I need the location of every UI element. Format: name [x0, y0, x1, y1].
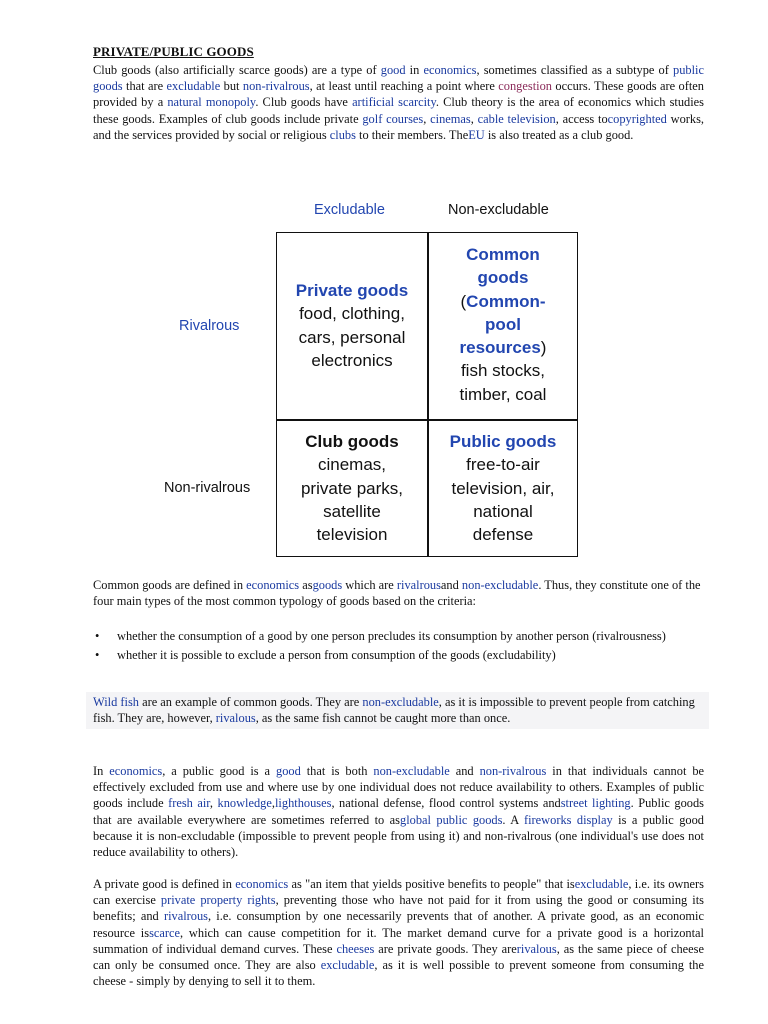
- hyperlink[interactable]: scarce: [149, 925, 181, 940]
- cell-line: television: [316, 525, 388, 545]
- text-run: Club goods (also artificially scarce goods) are a type of: [93, 63, 381, 77]
- hyperlink[interactable]: excludable: [166, 79, 221, 94]
- text-run: to their members. The: [355, 127, 469, 142]
- hyperlink[interactable]: artificial scarcity: [352, 95, 436, 110]
- list-item: • whether the consumption of a good by one person precludes its consumption by another person (rivalrousness): [93, 628, 704, 644]
- hyperlink[interactable]: cable television: [477, 111, 556, 126]
- hyperlink[interactable]: clubs: [329, 127, 356, 142]
- text-run: In: [93, 764, 110, 778]
- text-run: , at least until reaching a point where: [309, 79, 499, 94]
- cell-heading: pool: [485, 314, 521, 334]
- text-run: Common goods are defined in: [93, 578, 247, 592]
- text-run: . Club theory is the area of economics which studies these goods. Examples of club goods include private: [93, 95, 704, 126]
- hyperlink[interactable]: EU: [468, 127, 485, 142]
- hyperlink[interactable]: non-rivalrous: [479, 764, 547, 778]
- hyperlink[interactable]: public goods: [93, 63, 704, 94]
- hyperlink[interactable]: rivalrous: [396, 578, 441, 592]
- cell-line: national: [473, 501, 533, 521]
- text-run: ,: [209, 796, 218, 811]
- hyperlink[interactable]: non-excludable: [373, 764, 450, 778]
- cell-line: defense: [472, 525, 534, 545]
- hyperlink[interactable]: private property rights: [160, 893, 276, 908]
- hyperlink[interactable]: rivalous: [516, 941, 557, 956]
- hyperlink[interactable]: fireworks display: [523, 812, 613, 827]
- row-label-non-rivalrous: Non-rivalrous: [164, 480, 251, 496]
- open-paren: (: [460, 291, 467, 311]
- text-run: works, and the services provided by social or religious: [93, 111, 705, 142]
- text-run: ,: [423, 111, 431, 126]
- text-run: , which can cause competition for it. The market demand curve for a private good is a horizontal summation of individual demand curves. These: [93, 925, 704, 956]
- hyperlink[interactable]: street lighting: [560, 796, 631, 811]
- text-run: are private goods. They are: [374, 941, 517, 956]
- cell-line: private parks,: [300, 478, 404, 498]
- text-run: , national defense, flood control systems and: [331, 796, 561, 811]
- cell-heading: Common: [466, 245, 540, 264]
- close-paren: ): [540, 338, 547, 358]
- cell-private-goods: [277, 279, 427, 372]
- hyperlink[interactable]: rivalous: [215, 711, 256, 726]
- hyperlink[interactable]: non-rivalrous: [242, 79, 310, 94]
- hyperlink[interactable]: excludable: [574, 877, 629, 891]
- cell-heading: Public goods: [449, 432, 557, 451]
- text-run: , as it is well possible to prevent someone from consuming the cheese - simply by denying to sell it to them.: [93, 958, 704, 989]
- cell-public-goods: [428, 430, 578, 546]
- cell-line: electronics: [311, 350, 393, 370]
- text-run: , i.e. consumption by one necessarily prevents that of another. A private good, as an economic resource is: [93, 909, 704, 940]
- cell-heading: resources: [459, 338, 541, 358]
- text-run: are an example of common goods. They are: [138, 695, 363, 709]
- text-run: , access to: [555, 111, 608, 126]
- wild-fish-paragraph: [86, 692, 709, 729]
- hyperlink[interactable]: congestion: [498, 79, 552, 94]
- text-run: . Club goods have: [255, 95, 353, 110]
- text-run: that is both: [300, 764, 374, 778]
- text-run: ,: [271, 796, 275, 811]
- hyperlink[interactable]: economics: [109, 764, 163, 778]
- hyperlink[interactable]: Wild fish: [93, 695, 139, 709]
- hyperlink[interactable]: cinemas: [430, 111, 471, 126]
- hyperlink[interactable]: rivalrous: [163, 909, 208, 924]
- hyperlink[interactable]: knowledge: [217, 796, 272, 811]
- text-run: , as the same piece of cheese can only be consumed once. They are also: [93, 941, 704, 973]
- hyperlink[interactable]: non-excludable: [362, 695, 439, 709]
- cell-line: food, clothing,: [299, 304, 405, 324]
- cell-line: fish stocks,: [460, 361, 546, 381]
- grid-divider-horizontal: [277, 419, 577, 421]
- public-good-paragraph: [93, 763, 704, 860]
- text-run: in that individuals cannot be effectively excluded from use and where use by one individual does not reduce availability to others. Examples of public goods include: [93, 764, 705, 811]
- text-run: in: [405, 63, 424, 77]
- hyperlink[interactable]: cheeses: [336, 941, 375, 956]
- page-title: PRIVATE/PUBLIC GOODS: [93, 44, 254, 59]
- hyperlink[interactable]: lighthouses: [274, 796, 332, 811]
- hyperlink[interactable]: economics: [235, 877, 289, 891]
- cell-heading: Common-: [466, 291, 546, 311]
- hyperlink[interactable]: fresh air: [168, 796, 210, 811]
- list-item: • whether it is possible to exclude a person from consumption of the goods (excludability): [93, 647, 704, 663]
- text-run: which are: [342, 578, 397, 592]
- text-run: as: [299, 578, 313, 592]
- text-run: as "an item that yields positive benefits to people" that is: [288, 877, 575, 891]
- text-run: , sometimes classified as a subtype of: [476, 63, 674, 77]
- hyperlink[interactable]: non-excludable: [461, 578, 539, 592]
- column-label-non-excludable: Non-excludable: [448, 202, 549, 218]
- text-run: and: [449, 764, 480, 778]
- column-label-excludable: Excludable: [314, 202, 385, 218]
- hyperlink[interactable]: copyrighted: [607, 111, 667, 126]
- cell-heading: Private goods: [295, 281, 409, 300]
- text-run: . Public goods that are available everywhere are sometimes referred to as: [93, 796, 704, 827]
- hyperlink[interactable]: economics: [423, 63, 477, 77]
- text-run: is also treated as a club good.: [484, 127, 634, 142]
- hyperlink[interactable]: good: [276, 764, 301, 778]
- text-run: , a public good is a: [162, 764, 276, 778]
- matrix-grid: [276, 232, 578, 557]
- private-good-paragraph: [93, 876, 704, 989]
- cell-line: satellite: [323, 501, 381, 521]
- hyperlink[interactable]: natural monopoly: [167, 95, 256, 110]
- criteria-list: [93, 628, 704, 666]
- hyperlink[interactable]: economics: [246, 578, 300, 592]
- cell-heading: goods: [477, 268, 529, 288]
- text-run: , as the same fish cannot be caught more than once.: [255, 711, 511, 726]
- cell-line: timber, coal: [459, 384, 547, 404]
- text-run: , i.e. its owners can exercise: [93, 877, 705, 908]
- hyperlink[interactable]: global public goods: [400, 812, 503, 827]
- text-run: , as it is impossible to prevent people from catching fish. They are, however,: [93, 695, 695, 726]
- text-run: that are: [122, 79, 167, 94]
- cell-heading: Club goods: [305, 432, 399, 451]
- cell-club-goods: [277, 430, 427, 546]
- text-run: . Thus, they constitute one of the four main types of the most common typology of goods based on the criteria:: [93, 578, 701, 609]
- common-goods-paragraph: [93, 577, 704, 609]
- cell-line: television, air,: [451, 478, 555, 498]
- hyperlink[interactable]: golf courses: [362, 111, 424, 126]
- text-run: A private good is defined in: [93, 877, 236, 891]
- club-goods-paragraph: [93, 62, 704, 143]
- text-run: occurs. These goods are often provided by a: [93, 79, 704, 110]
- text-run: ,: [470, 111, 478, 126]
- text-run: and: [440, 578, 462, 592]
- text-run: is a public good because it is non-excludable (impossible to prevent people from using it) and non-rivalrous (one individual's use does not reduce availability to others).: [93, 812, 704, 860]
- cell-line: cinemas,: [317, 455, 387, 475]
- text-run: , preventing those who have not paid for it from using the good or consuming its benefits; and: [93, 893, 704, 924]
- text-run: but: [220, 79, 243, 94]
- cell-common-goods: [428, 243, 578, 406]
- hyperlink[interactable]: goods: [312, 578, 343, 592]
- hyperlink[interactable]: good: [380, 63, 406, 77]
- row-label-rivalrous: Rivalrous: [179, 318, 240, 334]
- cell-line: free-to-air: [466, 455, 540, 475]
- cell-line: cars, personal: [298, 327, 406, 347]
- hyperlink[interactable]: excludable: [320, 958, 375, 973]
- text-run: . A: [502, 812, 524, 827]
